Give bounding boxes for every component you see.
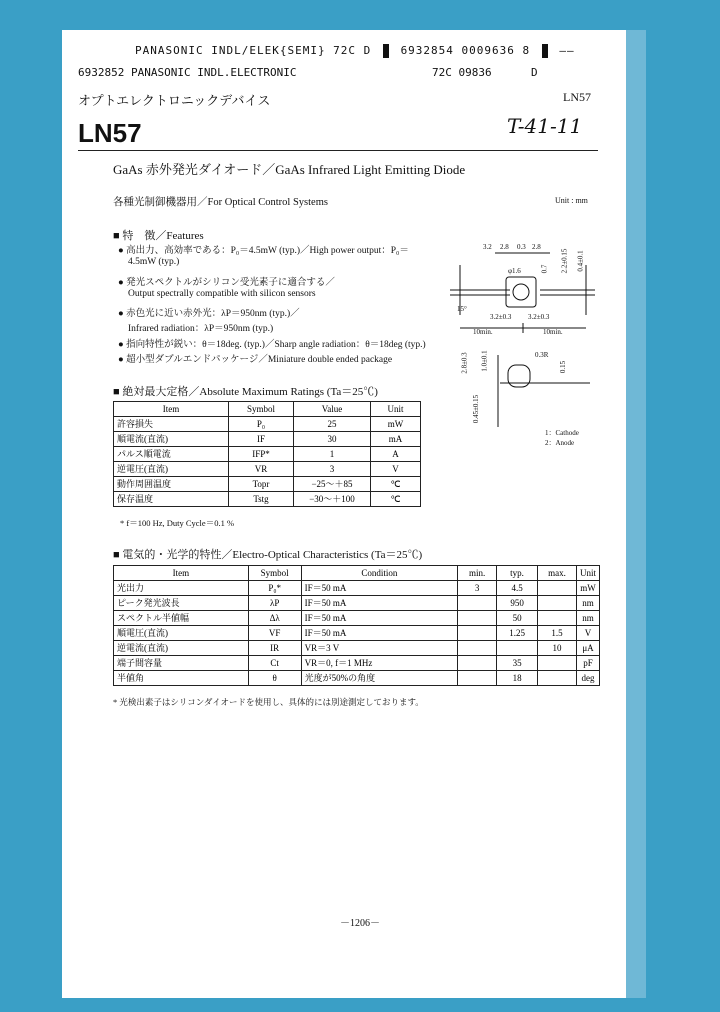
table-row: [114, 462, 421, 477]
header-cell: Value: [294, 402, 371, 417]
cell: VR＝3 V: [301, 641, 458, 656]
cell: nm: [576, 611, 599, 626]
cell: スペクトル半値幅: [114, 611, 249, 626]
cell: IF: [229, 432, 294, 447]
cell: θ: [248, 671, 301, 686]
header-cell: Item: [114, 566, 249, 581]
table-row: [114, 417, 421, 432]
header-cell: Unit: [576, 566, 599, 581]
header-cell: Condition: [301, 566, 458, 581]
handwritten-code: T-41-11: [507, 114, 583, 138]
dim-label: 15°: [457, 305, 467, 313]
table-row: [114, 581, 600, 596]
cell: [497, 641, 538, 656]
page-edge: [626, 30, 646, 998]
cell: 25: [294, 417, 371, 432]
dim-label: 2.2±0.15: [560, 248, 569, 274]
cell: [458, 641, 497, 656]
cell: 3: [458, 581, 497, 596]
header-line1: PANASONIC INDL/ELEK{SEMI} 72C D 6932854 0009636 8 ——: [135, 44, 575, 57]
cell: V: [576, 626, 599, 641]
cell: IF＝50 mA: [301, 626, 458, 641]
cell: [458, 671, 497, 686]
dim-label: 0.15: [559, 360, 568, 374]
table-header-row: [114, 566, 600, 581]
table-row: [114, 596, 600, 611]
cell: mW: [576, 581, 599, 596]
cell: 1.25: [497, 626, 538, 641]
dim-label: 10min.: [473, 328, 493, 336]
cell: 950: [497, 596, 538, 611]
cell: [458, 611, 497, 626]
table-row: [114, 656, 600, 671]
cell: 半値角: [114, 671, 249, 686]
cell: pF: [576, 656, 599, 671]
cell: deg: [576, 671, 599, 686]
dim-label: 3.2: [483, 243, 492, 251]
cell: IF＝50 mA: [301, 611, 458, 626]
header-cell: min.: [458, 566, 497, 581]
dim-label: 10min.: [543, 328, 563, 336]
cell: Ct: [248, 656, 301, 671]
cell: P₀: [229, 417, 294, 432]
header-line2-right: D: [531, 66, 538, 79]
category-label: オプトエレクトロニックデバイス: [78, 93, 271, 108]
cell: Tstg: [229, 492, 294, 507]
cell: [538, 671, 577, 686]
cell: [458, 596, 497, 611]
dim-label: 2.8: [532, 243, 541, 251]
cell: μA: [576, 641, 599, 656]
unit-label: Unit : mm: [555, 196, 588, 205]
cell: 許容損失: [114, 417, 229, 432]
cell: ℃: [371, 477, 421, 492]
feature-line: Output spectrally compatible with silicon sensors: [128, 289, 316, 299]
cell: V: [371, 462, 421, 477]
title-rule: [78, 150, 598, 151]
cell: VR: [229, 462, 294, 477]
cell: 動作周囲温度: [114, 477, 229, 492]
ratings-table: [113, 401, 421, 507]
cell: IR: [248, 641, 301, 656]
cell: 50: [497, 611, 538, 626]
page-number: －1206－: [340, 918, 380, 929]
cell: Δλ: [248, 611, 301, 626]
cell: 逆電流(直流): [114, 641, 249, 656]
application-line: 各種光制御機器用／For Optical Control Systems: [113, 197, 328, 208]
cell: P₀*: [248, 581, 301, 596]
cell: ℃: [371, 492, 421, 507]
cell: [458, 626, 497, 641]
header-line2-mid: 72C 09836: [432, 66, 492, 79]
cell: 光出力: [114, 581, 249, 596]
cell: [538, 581, 577, 596]
dim-label: 0.7: [540, 264, 549, 274]
feature-line: 4.5mW (typ.): [128, 257, 180, 267]
table-row: [114, 671, 600, 686]
cell: 4.5: [497, 581, 538, 596]
cell: mA: [371, 432, 421, 447]
electro-note: * 光検出素子はシリコンダイオードを使用し、具体的には別途測定しております。: [113, 697, 424, 707]
cell: 逆電圧(直流): [114, 462, 229, 477]
table-row: [114, 611, 600, 626]
cell: 30: [294, 432, 371, 447]
table-row: [114, 641, 600, 656]
package-outline-diagram: [440, 195, 605, 455]
cell: −30～＋100: [294, 492, 371, 507]
cell: VR＝0, f＝1 MHz: [301, 656, 458, 671]
dim-label: 0.4±0.1: [576, 250, 585, 272]
cell: 18: [497, 671, 538, 686]
table-row: [114, 477, 421, 492]
cell: λP: [248, 596, 301, 611]
cell: 35: [497, 656, 538, 671]
dim-label: φ1.6: [508, 267, 521, 275]
cell: IF＝50 mA: [301, 581, 458, 596]
ratings-heading: ■ 絶対最大定格／Absolute Maximum Ratings (Ta＝25℃): [113, 386, 378, 398]
feature-line: Infrared radiation：λP＝950nm (typ.): [128, 324, 274, 334]
header-cell: Symbol: [229, 402, 294, 417]
pin-legend: 2：Anode: [545, 439, 575, 447]
cell: 順電流(直流): [114, 432, 229, 447]
cell: 光度が50%の角度: [301, 671, 458, 686]
cell: 10: [538, 641, 577, 656]
cell: 端子間容量: [114, 656, 249, 671]
features-heading: ■ 特 徴／Features: [113, 230, 204, 242]
cell: VF: [248, 626, 301, 641]
dim-label: 2.8±0.3: [460, 352, 469, 374]
cell: ピーク発光波長: [114, 596, 249, 611]
cell: 保存温度: [114, 492, 229, 507]
cell: 1: [294, 447, 371, 462]
header-line2-left: 6932852 PANASONIC INDL.ELECTRONIC: [78, 66, 297, 79]
ratings-note: * f＝100 Hz, Duty Cycle＝0.1 %: [120, 518, 235, 528]
cell: Topr: [229, 477, 294, 492]
dim-label: 0.45±0.15: [472, 394, 481, 424]
electro-table: [113, 565, 600, 686]
header-cell: Item: [114, 402, 229, 417]
part-number-right: LN57: [563, 90, 591, 104]
cell: 順電圧(直流): [114, 626, 249, 641]
cell: mW: [371, 417, 421, 432]
dim-label: 1.0±0.1: [480, 350, 489, 372]
header-cell: Symbol: [248, 566, 301, 581]
dim-label: 3.2±0.3: [528, 313, 550, 321]
cell: A: [371, 447, 421, 462]
feature-line: ● 赤色光に近い赤外光：λP＝950nm (typ.)／: [118, 309, 300, 319]
table-row: [114, 626, 600, 641]
table-row: [114, 432, 421, 447]
cell: IF＝50 mA: [301, 596, 458, 611]
cell: 1.5: [538, 626, 577, 641]
dim-label: 2.8: [500, 243, 509, 251]
dim-label: 0.3R: [535, 351, 549, 359]
cell: 3: [294, 462, 371, 477]
cell: [538, 596, 577, 611]
feature-line: ● 発光スペクトルがシリコン受光素子に適合する／: [118, 278, 335, 288]
header-cell: typ.: [497, 566, 538, 581]
table-row: [114, 492, 421, 507]
cell: [538, 656, 577, 671]
header-cell: Unit: [371, 402, 421, 417]
subtitle: GaAs 赤外発光ダイオード／GaAs Infrared Light Emitting Diode: [113, 162, 466, 177]
cell: IFP*: [229, 447, 294, 462]
page-title: LN57: [78, 118, 142, 148]
table-header-row: [114, 402, 421, 417]
feature-line: ● 超小型ダブルエンドパッケージ／Miniature double ended package: [118, 355, 393, 365]
cell: パルス順電流: [114, 447, 229, 462]
pin-legend: 1：Cathode: [545, 429, 579, 437]
header-cell: max.: [538, 566, 577, 581]
electro-heading: ■ 電気的・光学的特性／Electro-Optical Characteristics (Ta＝25℃): [113, 549, 423, 561]
feature-line: ● 指向特性が鋭い：θ＝18deg. (typ.)／Sharp angle radiation：θ＝18deg (typ.): [118, 340, 426, 350]
cell: [458, 656, 497, 671]
dim-label: 3.2±0.3: [490, 313, 512, 321]
outline-drawing: [440, 195, 605, 455]
cell: nm: [576, 596, 599, 611]
feature-line: ● 高出力、高効率である：P₀＝4.5mW (typ.)／High power output：P₀＝: [118, 246, 409, 256]
dim-label: 0.3: [517, 243, 526, 251]
cell: [538, 611, 577, 626]
cell: −25～＋85: [294, 477, 371, 492]
table-row: [114, 447, 421, 462]
